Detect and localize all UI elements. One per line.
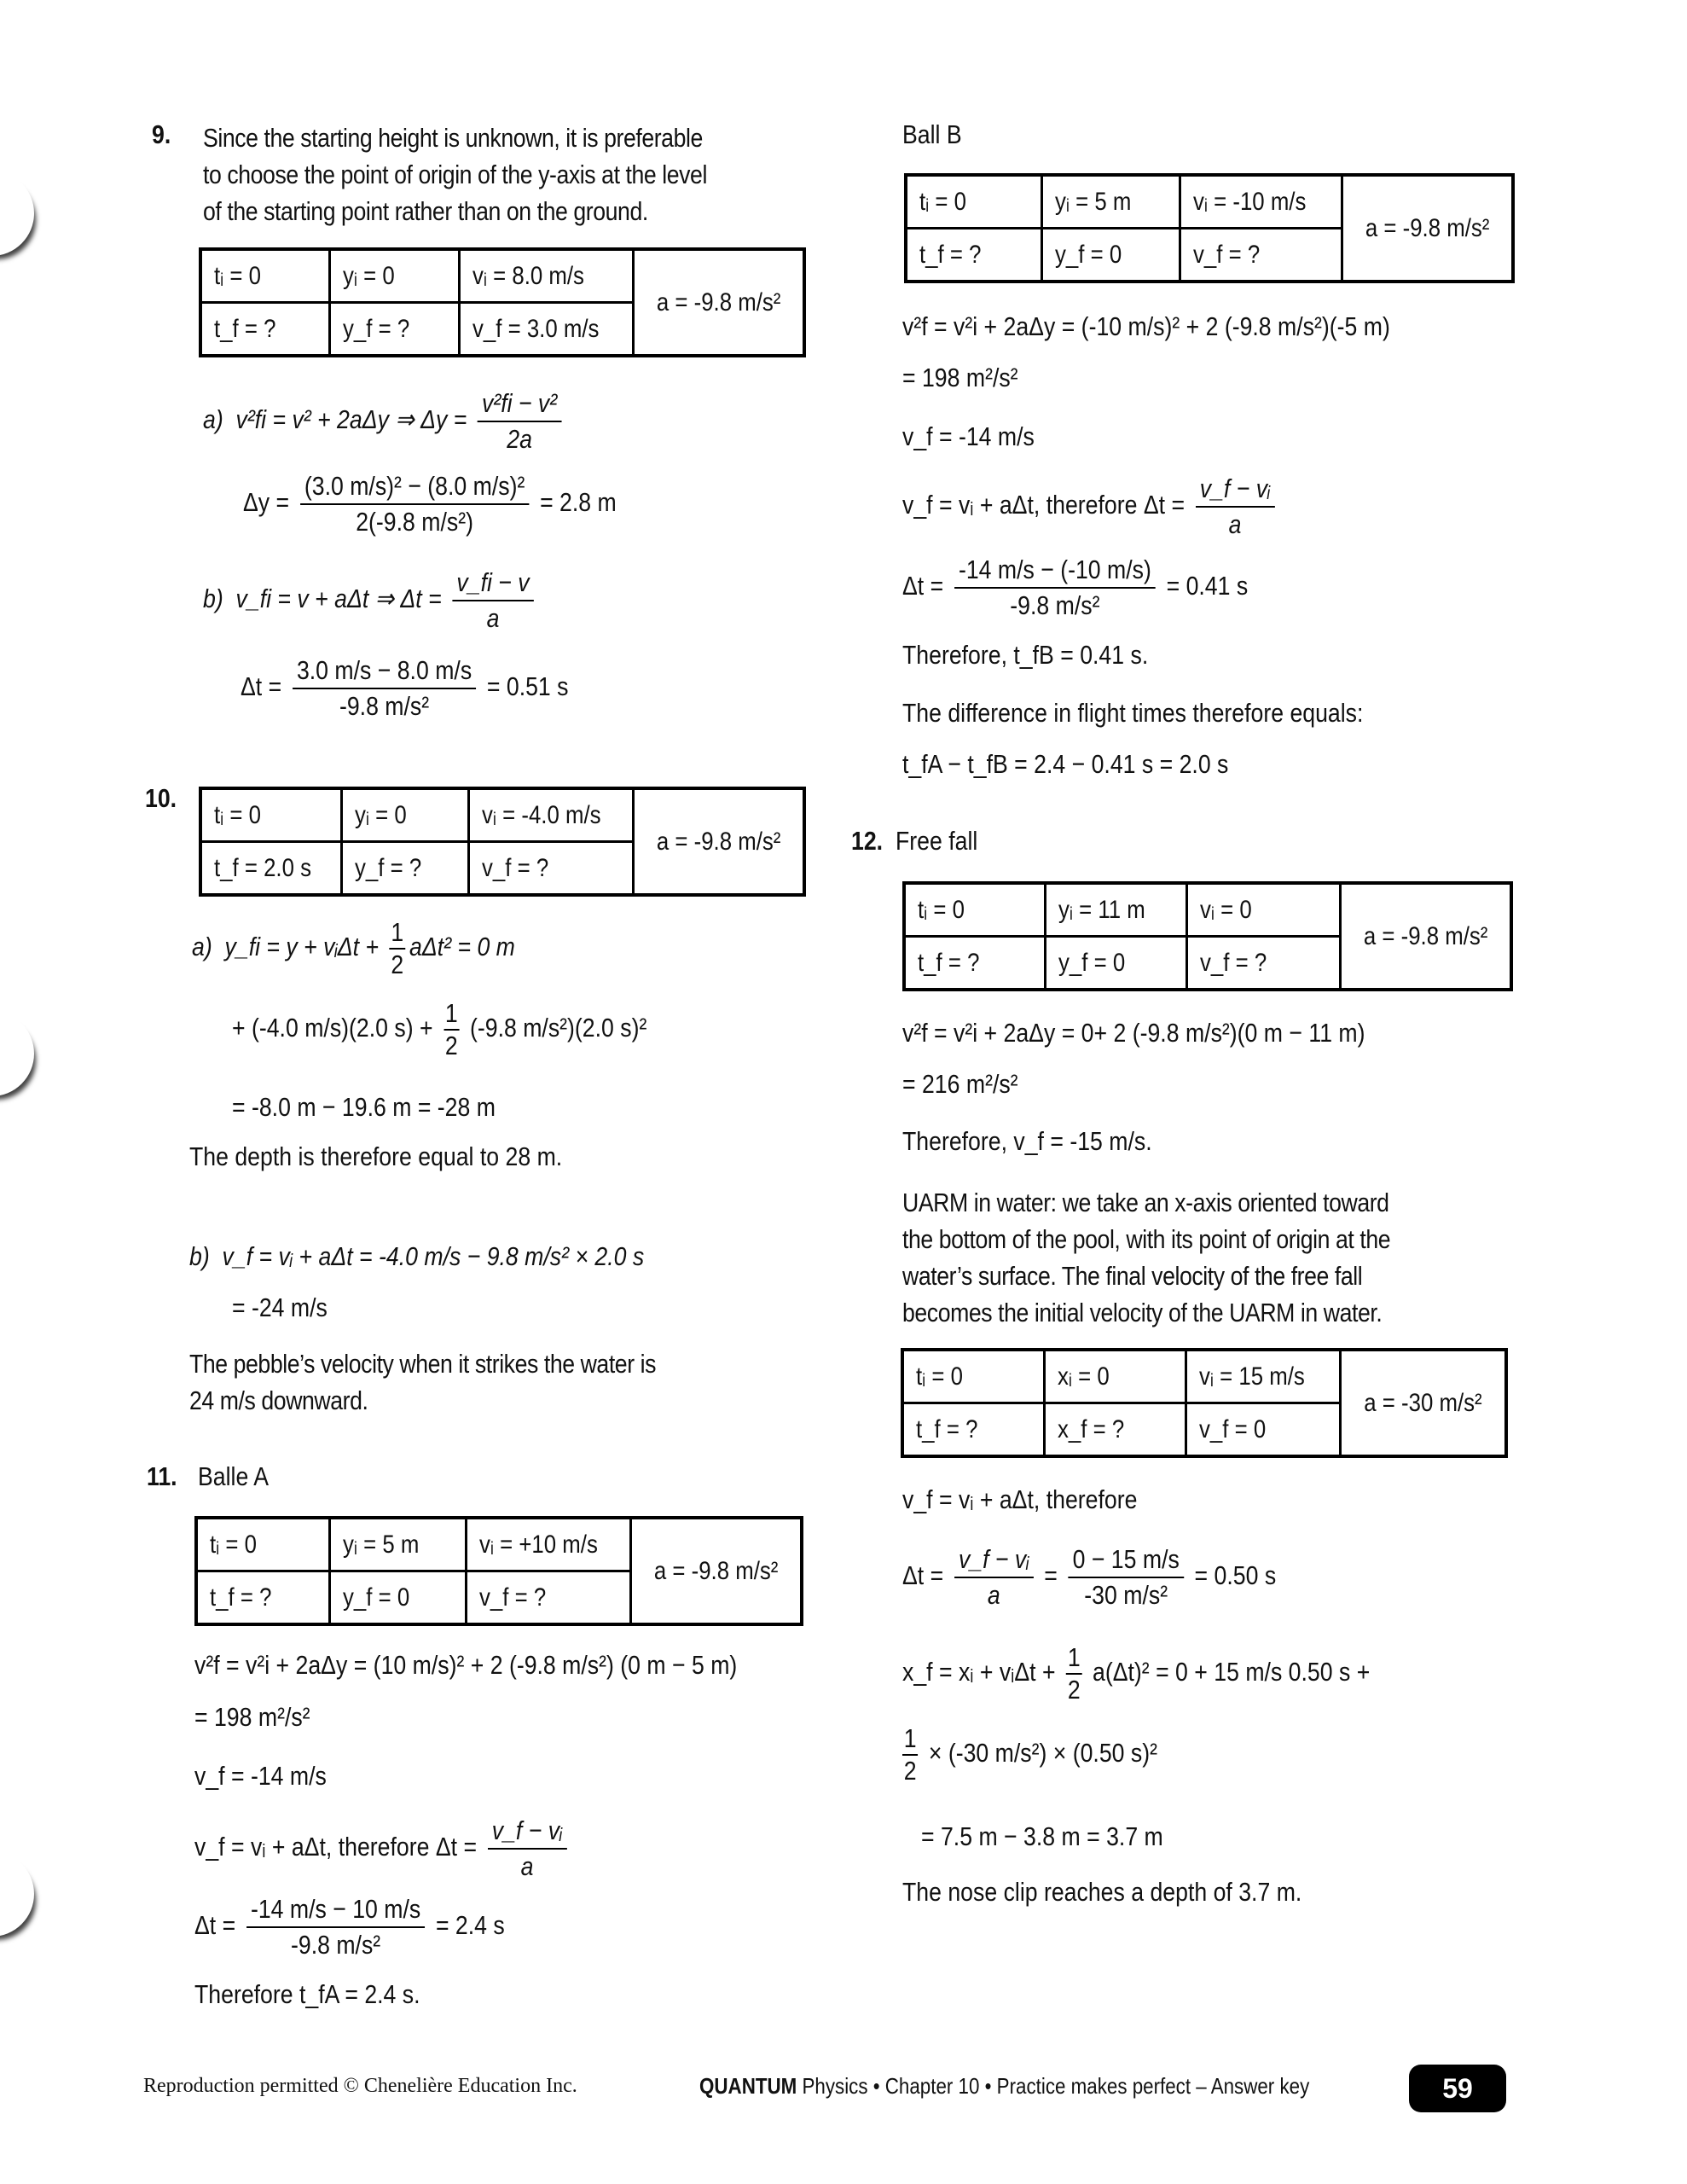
result-text: = 0.50 s <box>1194 1560 1277 1591</box>
ball-a-line1: v²f = v²i + 2aΔy = (10 m/s)² + 2 (-9.8 m/s²) (0 m − 5 m) <box>194 1650 738 1680</box>
intro-line: of the starting point rather than on the ground. <box>203 196 648 226</box>
equation-text: = <box>1044 1560 1058 1591</box>
intro-line: becomes the initial velocity of the UARM in water. <box>902 1298 1383 1327</box>
fraction-denominator: -9.8 m/s² <box>339 691 430 721</box>
q12-free-fall-table <box>902 881 1513 991</box>
table-cell: v_f = 0 <box>1186 1403 1341 1457</box>
result-text: = 0.51 s <box>486 671 569 702</box>
table-cell: tᵢ = 0 <box>196 1518 330 1571</box>
table-cell: vᵢ = 8.0 m/s <box>460 249 634 303</box>
intro-line: UARM in water: we take an x-axis oriented toward <box>902 1188 1389 1217</box>
q12-uarm-table <box>901 1348 1508 1458</box>
q12-line5 <box>902 1544 1276 1611</box>
ball-a-line3: v_f = -14 m/s <box>194 1761 327 1791</box>
ball-a-line4 <box>194 1815 571 1882</box>
table-cell: tᵢ = 0 <box>902 1350 1045 1403</box>
fraction-denominator: 2 <box>444 1031 458 1060</box>
table-cell: yᵢ = 11 m <box>1046 883 1187 937</box>
fraction-denominator: 2a <box>507 424 532 454</box>
acceleration-cell: a = -9.8 m/s² <box>1342 175 1513 282</box>
ball-b-line3: v_f = -14 m/s <box>902 421 1035 451</box>
ball-b-line1: v²f = v²i + 2aΔy = (-10 m/s)² + 2 (-9.8 m/s²)(-5 m) <box>902 311 1390 341</box>
ball-a-kinematics-table <box>194 1516 803 1626</box>
q10a-conclusion: The depth is therefore equal to 28 m. <box>189 1141 563 1171</box>
table-cell: y_f = ? <box>329 303 460 357</box>
footer-copyright: Reproduction permitted © Chenelière Education Inc. <box>143 2075 577 2097</box>
q12-conclusion: The nose clip reaches a depth of 3.7 m. <box>902 1877 1302 1907</box>
q9a-formula <box>203 388 565 455</box>
table-cell: yᵢ = 0 <box>329 249 460 303</box>
q10-kinematics-table <box>199 787 806 897</box>
fraction-denominator: a <box>1228 509 1242 539</box>
equation-text: (-9.8 m/s²)(2.0 s)² <box>469 1013 647 1043</box>
table-cell: vᵢ = 15 m/s <box>1186 1350 1341 1403</box>
part-label: a) <box>192 932 212 962</box>
ball-b-conclusion: Therefore, t_fB = 0.41 s. <box>902 640 1149 670</box>
equation-text: Δt = <box>902 1560 944 1591</box>
table-cell: v_f = ? <box>1180 229 1342 282</box>
ball-b-difference: t_fA − t_fB = 2.4 − 0.41 s = 2.0 s <box>902 749 1229 779</box>
equation-text: v²fi = v² + 2aΔy ⇒ Δy = <box>235 404 467 435</box>
ball-b-line5 <box>902 555 1248 621</box>
intro-line: water’s surface. The final velocity of the free fall <box>902 1261 1363 1291</box>
fraction-numerator: v_f − vᵢ <box>1196 473 1275 508</box>
part-label: b) <box>189 1241 210 1271</box>
table-row <box>200 788 804 842</box>
equation-text: aΔt² = 0 m <box>409 932 515 962</box>
q10a-line3: = -8.0 m − 19.6 m = -28 m <box>232 1092 496 1122</box>
table-cell: v_f = ? <box>468 842 633 896</box>
fraction-numerator: -14 m/s − (-10 m/s) <box>954 555 1156 589</box>
q12-line6 <box>902 1642 1370 1705</box>
table-row <box>904 883 1511 937</box>
table-cell: vᵢ = +10 m/s <box>467 1518 630 1571</box>
q10b-conclusion <box>189 1345 732 1419</box>
equation-text: v_f = vᵢ + aΔt, therefore Δt = <box>194 1832 478 1862</box>
result-text: = 2.8 m <box>540 487 617 518</box>
fraction-numerator: (3.0 m/s)² − (8.0 m/s)² <box>300 471 530 505</box>
ball-a-conclusion: Therefore t_fA = 2.4 s. <box>194 1979 420 2009</box>
equation-text: Δt = <box>194 1910 236 1941</box>
table-cell: xᵢ = 0 <box>1045 1350 1186 1403</box>
ball-b-kinematics-table <box>904 173 1515 283</box>
series-title: Physics • Chapter 10 • Practice makes perfect – Answer key <box>797 2073 1310 2099</box>
footer-series <box>699 2073 1309 2116</box>
question-9-intro <box>203 119 789 229</box>
ball-a-heading: Balle A <box>198 1461 270 1491</box>
table-row <box>196 1518 802 1571</box>
table-cell: y_f = ? <box>342 842 468 896</box>
q10a-line2 <box>232 998 646 1061</box>
equation-text: + (-4.0 m/s)(2.0 s) + <box>232 1013 433 1043</box>
part-label: a) <box>203 404 223 435</box>
q12-line2: = 216 m²/s² <box>902 1069 1018 1099</box>
table-row <box>200 249 804 303</box>
table-cell: t_f = ? <box>904 937 1046 990</box>
fraction-denominator: a <box>520 1851 534 1881</box>
q9b-formula <box>203 567 538 634</box>
question-10-number: 10. <box>145 783 177 813</box>
equation-text: × (-30 m/s²) × (0.50 s)² <box>928 1738 1157 1769</box>
table-cell: v_f = ? <box>467 1571 630 1625</box>
fraction-denominator: a <box>987 1580 1000 1610</box>
fraction-numerator: 0 − 15 m/s <box>1068 1544 1184 1578</box>
binding-hole-mark <box>0 171 34 256</box>
result-text: = 2.4 s <box>435 1910 505 1941</box>
table-cell: vᵢ = 0 <box>1186 883 1340 937</box>
acceleration-cell: a = -9.8 m/s² <box>633 788 804 895</box>
fraction-denominator: 2 <box>1067 1675 1081 1705</box>
conclusion-line: The pebble’s velocity when it strikes the water is <box>189 1349 657 1379</box>
table-cell: yᵢ = 5 m <box>1041 175 1180 229</box>
equation-text: v_fi = v + aΔt ⇒ Δt = <box>235 584 442 614</box>
table-cell: v_f = ? <box>1186 937 1340 990</box>
equation-text: x_f = xᵢ + vᵢΔt + <box>902 1657 1056 1687</box>
q12-line8: = 7.5 m − 3.8 m = 3.7 m <box>921 1821 1163 1851</box>
fraction-denominator: a <box>486 603 500 633</box>
table-cell: t_f = 2.0 s <box>200 842 342 896</box>
table-cell: tᵢ = 0 <box>200 249 329 303</box>
table-row <box>902 1350 1506 1403</box>
equation-text: y_fi = y + vᵢΔt + <box>224 932 380 962</box>
fraction-denominator: -9.8 m/s² <box>290 1930 381 1960</box>
equation-text: Δy = <box>243 487 290 518</box>
fraction-numerator: v_fi − v <box>452 567 534 601</box>
table-cell: x_f = ? <box>1045 1403 1186 1457</box>
table-cell: yᵢ = 5 m <box>330 1518 467 1571</box>
equation-text: Δt = <box>241 671 282 702</box>
series-brand: QUANTUM <box>699 2073 797 2099</box>
intro-line: to choose the point of origin of the y-axis at the level <box>203 160 707 189</box>
question-9-number: 9. <box>152 119 171 149</box>
conclusion-line: 24 m/s downward. <box>189 1385 368 1415</box>
ball-b-heading: Ball B <box>902 119 962 149</box>
intro-line: Since the starting height is unknown, it is preferable <box>203 123 703 153</box>
question-11-number: 11. <box>147 1461 177 1491</box>
part-label: b) <box>203 584 223 614</box>
fraction-numerator: v_f − vᵢ <box>954 1544 1034 1578</box>
ball-a-line2: = 198 m²/s² <box>194 1702 310 1732</box>
fraction-numerator: 1 <box>1066 1642 1081 1675</box>
acceleration-cell: a = -9.8 m/s² <box>630 1518 802 1624</box>
equation-text: Δt = <box>902 571 944 601</box>
ball-b-difference-intro: The difference in flight times therefore equals: <box>902 698 1364 728</box>
table-row <box>906 175 1513 229</box>
ball-b-line4 <box>902 473 1279 540</box>
fraction-denominator: -9.8 m/s² <box>1010 590 1100 620</box>
table-cell: t_f = ? <box>902 1403 1045 1457</box>
q12-line4: v_f = vᵢ + aΔt, therefore <box>902 1484 1138 1514</box>
table-cell: tᵢ = 0 <box>200 788 342 842</box>
q10b-line2: = -24 m/s <box>232 1292 328 1322</box>
table-cell: y_f = 0 <box>1041 229 1180 282</box>
table-cell: v_f = 3.0 m/s <box>460 303 634 357</box>
acceleration-cell: a = -9.8 m/s² <box>633 249 804 356</box>
fraction-numerator: v²fi − v² <box>478 388 561 422</box>
q9a-calculation <box>243 471 617 537</box>
result-text: = 0.41 s <box>1166 571 1249 601</box>
table-cell: vᵢ = -10 m/s <box>1180 175 1342 229</box>
fraction-numerator: 1 <box>902 1723 918 1756</box>
fraction-numerator: 1 <box>390 917 405 950</box>
acceleration-cell: a = -9.8 m/s² <box>1340 883 1511 990</box>
table-cell: tᵢ = 0 <box>906 175 1041 229</box>
equation-text: v_f = vᵢ + aΔt, therefore Δt = <box>902 490 1186 520</box>
equation-text: v_f = vᵢ + aΔt = -4.0 m/s − 9.8 m/s² × 2.0 s <box>222 1241 645 1271</box>
q10b-line1 <box>189 1241 644 1272</box>
table-cell: vᵢ = -4.0 m/s <box>468 788 633 842</box>
ball-a-line5 <box>194 1894 505 1960</box>
table-cell: t_f = ? <box>196 1571 330 1625</box>
table-cell: yᵢ = 0 <box>342 788 468 842</box>
question-12-number: 12. <box>851 826 884 856</box>
ball-b-line2: = 198 m²/s² <box>902 363 1018 392</box>
table-cell: t_f = ? <box>200 303 329 357</box>
table-cell: y_f = 0 <box>330 1571 467 1625</box>
fraction-denominator: 2 <box>903 1756 917 1786</box>
acceleration-cell: a = -30 m/s² <box>1341 1350 1507 1456</box>
fraction-numerator: 3.0 m/s − 8.0 m/s <box>293 655 477 689</box>
fraction-numerator: 1 <box>443 998 459 1031</box>
table-cell: t_f = ? <box>906 229 1041 282</box>
q12-line7 <box>902 1723 1157 1786</box>
q12-line3: Therefore, v_f = -15 m/s. <box>902 1126 1152 1156</box>
fraction-denominator: 2(-9.8 m/s²) <box>356 507 473 537</box>
q12-heading: Free fall <box>896 826 978 856</box>
table-cell: tᵢ = 0 <box>904 883 1046 937</box>
binding-hole-mark <box>0 1011 34 1096</box>
q12-line1: v²f = v²i + 2aΔy = 0+ 2 (-9.8 m/s²)(0 m − 11 m) <box>902 1018 1365 1048</box>
binding-hole-mark <box>0 1851 34 1937</box>
fraction-denominator: -30 m/s² <box>1084 1580 1168 1610</box>
q12-uarm-intro <box>902 1184 1470 1331</box>
intro-line: the bottom of the pool, with its point of origin at the <box>902 1224 1391 1254</box>
q9b-calculation <box>241 655 569 722</box>
fraction-denominator: 2 <box>391 950 404 979</box>
page-number-badge: 59 <box>1409 2065 1506 2112</box>
table-cell: y_f = 0 <box>1046 937 1187 990</box>
fraction-numerator: v_f − vᵢ <box>488 1815 567 1850</box>
q9-kinematics-table <box>199 247 806 357</box>
fraction-numerator: -14 m/s − 10 m/s <box>246 1894 426 1928</box>
q10a-line1 <box>192 917 515 980</box>
equation-text: a(Δt)² = 0 + 15 m/s 0.50 s + <box>1092 1657 1371 1687</box>
